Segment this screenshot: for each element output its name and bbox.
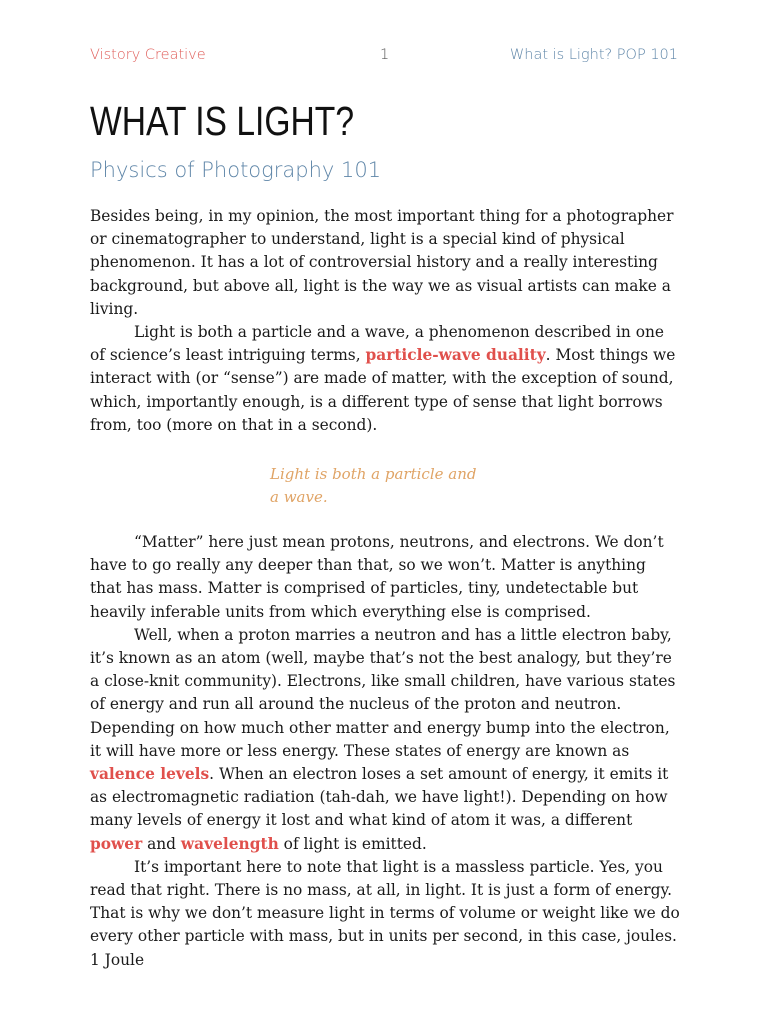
page-number: 1 bbox=[380, 47, 390, 63]
paragraph-4-text-d: of light is emitted. bbox=[278, 834, 427, 853]
paragraph-2-text-a: Light is both a particle and a wave, a phenomenon described in one of science’s least intriguing terms, bbox=[90, 323, 665, 365]
header-publisher: Vistory Creative bbox=[90, 47, 206, 63]
paragraph-2 bbox=[90, 321, 680, 437]
term-valence-levels: valence levels bbox=[90, 765, 210, 784]
paragraph-3: “Matter” here just mean protons, neutrons, and electrons. We don’t have to go really any deeper than that, so we won’t. Matter is anything that has mass. Matter is comprised of particles, tiny, undetectable but heavily inferable units from which everything else is comprised. bbox=[90, 533, 664, 621]
page-title: WHAT IS LIGHT? bbox=[90, 98, 355, 144]
paragraph-2-text-b: . Most things we interact with (or “sense”) are made of matter, with the exception of sound, which, importantly enough, is a different type of sense that light borrows from, too (more on that in a second). bbox=[90, 346, 676, 434]
paragraph-4-text-a: Well, when a proton marries a neutron and has a little electron baby, it’s known as an atom (well, maybe that’s not the best analogy, but they’re a close-knit community). Electrons, like small children, have various states of energy and run all around the nucleus of the proton and neutron. Depending on how much other matter and energy bump into the electron, it will have more or less energy. These states of energy are known as bbox=[90, 625, 676, 760]
page-subtitle: Physics of Photography 101 bbox=[90, 158, 382, 182]
pull-quote: Light is both a particle and a wave. bbox=[270, 465, 477, 506]
term-wavelength: wavelength bbox=[180, 834, 279, 853]
body-text-intro bbox=[90, 205, 680, 437]
term-power: power bbox=[90, 834, 143, 853]
running-header bbox=[90, 47, 678, 69]
paragraph-4 bbox=[90, 624, 680, 856]
paragraph-5: It’s important here to note that light is a massless particle. Yes, you read that right. There is no mass, at all, in light. It is just a form of energy. That is why we don’t measure light in terms of volume or weight like we do every other particle with mass, but in units per second, in this case, joules. 1 Joule bbox=[90, 857, 680, 969]
header-document-title: What is Light? POP 101 bbox=[509, 47, 678, 63]
paragraph-4-text-c: and bbox=[142, 834, 181, 853]
term-particle-wave-duality: particle-wave duality bbox=[365, 346, 546, 365]
paragraph-4-text-b: . When an electron loses a set amount of energy, it emits it as electromagnetic radiation (tah-dah, we have light!). Depending on how many levels of energy it lost and what kind of atom it was, a different bbox=[90, 765, 669, 830]
paragraph-1: Besides being, in my opinion, the most important thing for a photographer or cinematographer to understand, light is a special kind of physical phenomenon. It has a lot of controversial history and a really interesting background, but above all, light is the way we as visual artists can make a living. bbox=[90, 207, 674, 318]
body-text-main bbox=[90, 531, 680, 972]
